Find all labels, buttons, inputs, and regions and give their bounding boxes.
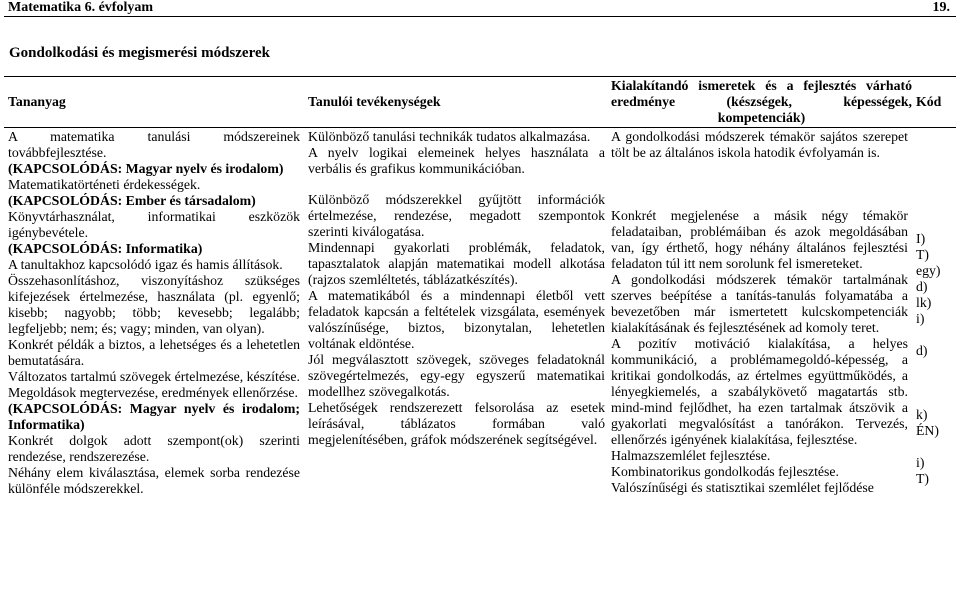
- header-tanuloi-tevekenysegek: Tanulói tevékenységek: [308, 94, 441, 109]
- tevekenyseg-block-1: [308, 129, 605, 177]
- tevekenyseg-item: A nyelv logikai elemeinek helyes használata a verbális és grafikus kommunikációban.: [308, 145, 605, 176]
- header-fejlesztes: [611, 77, 912, 127]
- header-fejlesztes-line3: kompetenciák): [717, 110, 806, 125]
- fejlesztes-item: A pozitív motiváció kialakítása, a helyes kommunikáció, a problémamegoldó-képesség, a kritikai gondolkodás, az értelmes együttműködés, a lényegkiemelés, a szabálykövető magatartás stb. mind-mind fejlődhet, ha ezen tartalmak átszövik a gyakorlati megvalósítást a tanórákon. Tervezés, ellenőrzés igényének kialakítása, fejlesztése.: [611, 336, 908, 447]
- code-item: d): [916, 343, 928, 358]
- tananyag-item: (KAPCSOLÓDÁS: Magyar nyelv és irodalom; Informatika): [8, 401, 300, 432]
- tevekenyseg-item: Különböző tanulási technikák tudatos alkalmazása.: [308, 129, 591, 144]
- fejlesztes-block-1: [611, 129, 908, 161]
- page-header: [4, 0, 956, 17]
- table-header-row: [4, 76, 956, 128]
- code-item: [916, 375, 954, 391]
- code-item: T): [916, 471, 930, 486]
- column-tanuloi-tevekenysegek: [308, 129, 605, 448]
- tevekenyseg-item: Különböző módszerekkel gyűjtött információk értelmezése, rendezése, megadott szempontok szerinti kiválogatása.: [308, 192, 605, 239]
- fejlesztes-item: A gondolkodási módszerek témakör sajátos szerepet tölt be az általános iskola hatodik évfolyamán is.: [611, 129, 908, 160]
- tananyag-item: Összehasonlításhoz, viszonyításhoz szükséges kifejezések értelmezése, használata (pl. egyenlő; kisebb; nagyobb; több; kevesebb; legalább; legfeljebb; nem; és; vagy; minden, van olyan).: [8, 273, 300, 336]
- tananyag-item: Konkrét dolgok adott szempont(ok) szerinti rendezése, rendszerezése.: [8, 433, 300, 464]
- header-page-number: 19.: [932, 0, 950, 15]
- column-tananyag: [8, 129, 300, 497]
- fejlesztes-item: Kombinatorikus gondolkodás fejlesztése.: [611, 464, 839, 479]
- code-item: I): [916, 231, 926, 246]
- code-item: lk): [916, 295, 932, 310]
- header-fejlesztes-line2: eredménye (készségek, képességek,: [611, 94, 912, 109]
- tananyag-item: A matematika tanulási módszereinek továbbfejlesztése.: [8, 129, 300, 160]
- code-item: k): [916, 407, 928, 422]
- tevekenyseg-item: Jól megválasztott szövegek, szöveges feladatoknál szövegértelmezés, egy-egy egyszerű matematikai modellhez szövegalkotás.: [308, 352, 605, 399]
- fejlesztes-item: Halmazszemlélet fejlesztése.: [611, 448, 771, 463]
- tananyag-item: Megoldások megtervezése, eredmények ellenőrzése.: [8, 385, 298, 400]
- header-fejlesztes-line1: Kialakítandó ismeretek és a fejlesztés várható: [611, 78, 912, 93]
- tananyag-item: A tanultakhoz kapcsolódó igaz és hamis állítások.: [8, 257, 283, 272]
- tananyag-item: (KAPCSOLÓDÁS: Informatika): [8, 241, 203, 256]
- fejlesztes-item: Konkrét megjelenése a másik négy témakör feladataiban, problémáiban és azok megoldásában van, így érthető, hogy néhány általános fejlesztési feladaton túl itt nem sorolunk fel ismereteket.: [611, 208, 908, 271]
- code-item: ÉN): [916, 423, 939, 438]
- tananyag-item: Néhány elem kiválasztása, elemek sorba rendezése különféle módszerekkel.: [8, 465, 300, 496]
- code-item: [916, 391, 954, 407]
- column-fejlesztes: [611, 129, 908, 496]
- tananyag-item: (KAPCSOLÓDÁS: Magyar nyelv és irodalom): [8, 161, 284, 176]
- tananyag-item: Konkrét példák a biztos, a lehetséges és a lehetetlen bemutatására.: [8, 337, 300, 368]
- header-subject: Matematika 6. évfolyam: [8, 0, 154, 15]
- fejlesztes-block-2: [611, 208, 908, 496]
- code-item: T): [916, 247, 930, 262]
- fejlesztes-item: A gondolkodási módszerek témakör tartalmának szerves beépítése a tanítás-tanulás folyamatába a bevezetőben már ismertetett kulcskompetenciák kialakításának és fejlesztésének ad komoly teret.: [611, 272, 908, 335]
- section-title: Gondolkodási és megismerési módszerek: [9, 45, 270, 61]
- header-kod: Kód: [916, 94, 942, 109]
- fejlesztes-item: Valószínűségi és statisztikai szemlélet fejlődése: [611, 480, 874, 495]
- code-item: egy): [916, 263, 941, 278]
- code-item: i): [916, 311, 925, 326]
- tevekenyseg-item: A matematikából és a mindennapi életből vett feladatok kapcsán a feltételek vizsgálata, események valószínűsége, biztos, bizonytalan, lehetetlen voltának eldöntése.: [308, 288, 605, 351]
- tevekenyseg-item: Mindennapi gyakorlati problémák, feladatok, tapasztalatok alapján matematikai modell alkotása (rajzos szemléltetés, táblázatkészítés).: [308, 240, 605, 287]
- tevekenyseg-item: Lehetőségek rendszerezett felsorolása az esetek leírásával, táblázatos formában való megjelenítésében, gráfok módszerének segítségével.: [308, 400, 605, 447]
- tananyag-item: Könyvtárhasználat, informatikai eszközök igénybevétele.: [8, 209, 300, 240]
- code-item: [916, 359, 954, 375]
- code-item: i): [916, 455, 925, 470]
- header-tananyag: Tananyag: [8, 94, 66, 109]
- tananyag-item: Matematikatörténeti érdekességek.: [8, 177, 201, 192]
- column-kod: [916, 231, 954, 487]
- tananyag-item: Változatos tartalmú szövegek értelmezése, készítése.: [8, 369, 300, 384]
- tevekenyseg-block-2: [308, 192, 605, 448]
- code-item: d): [916, 279, 928, 294]
- tananyag-item: (KAPCSOLÓDÁS: Ember és társadalom): [8, 193, 256, 208]
- code-item: [916, 327, 954, 343]
- code-item: [916, 439, 954, 455]
